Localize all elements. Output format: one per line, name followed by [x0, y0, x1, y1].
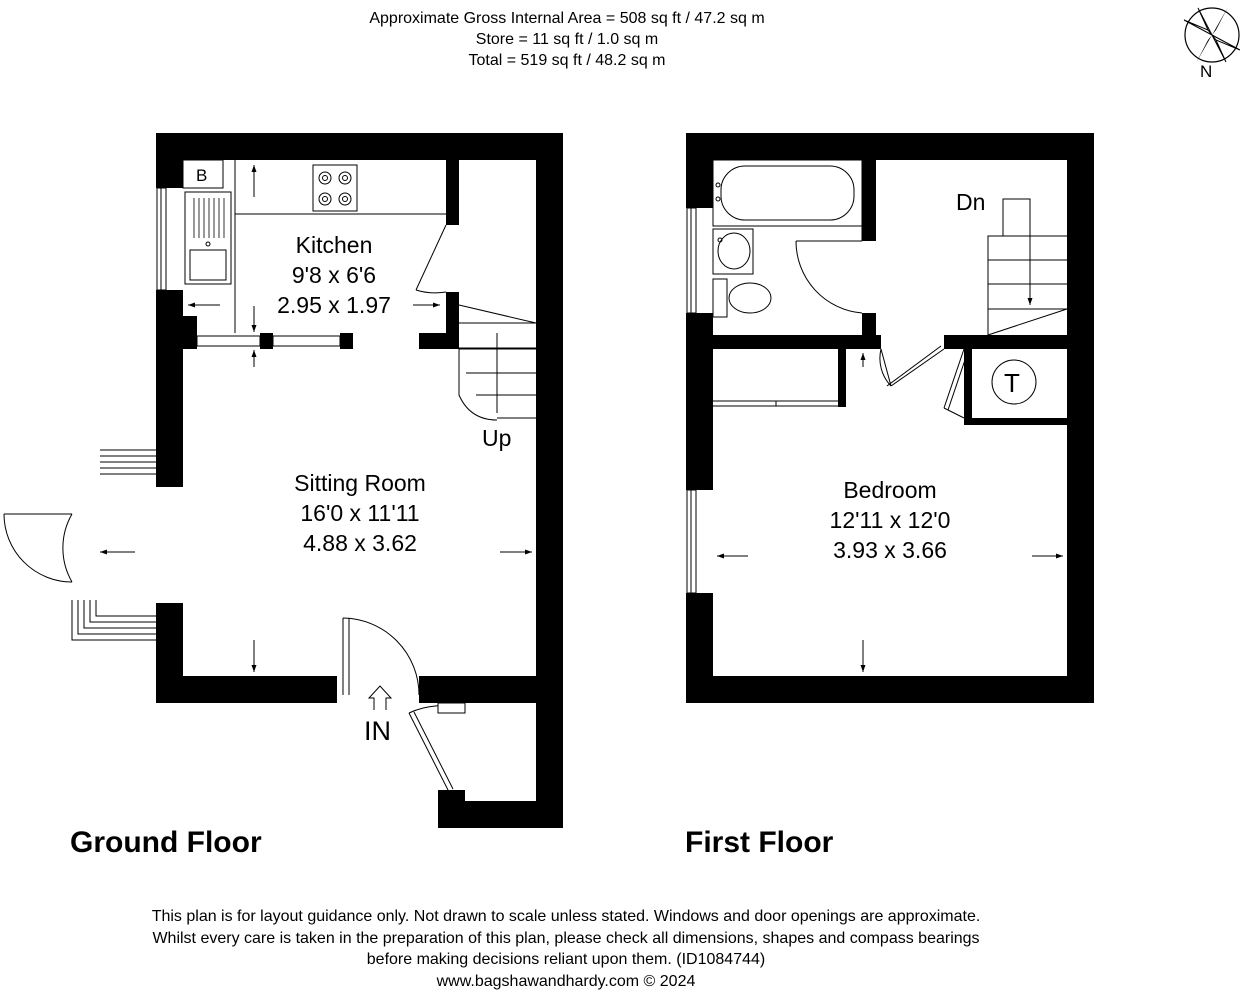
disclaimer-line-3: before making decisions reliant upon them. (ID1084744): [366, 951, 766, 968]
bedroom-imperial-size: 12'11 x 12'0: [829, 507, 951, 533]
ground-floor-title: Ground Floor: [70, 826, 262, 859]
bedroom-metric-size: 3.93 x 3.66: [833, 537, 947, 563]
kitchen-name: Kitchen: [295, 232, 373, 258]
stairs-down-label: Dn: [956, 189, 986, 215]
gross-area-text: Approximate Gross Internal Area = 508 sq ft / 47.2 sq m: [369, 10, 765, 27]
disclaimer-footer: [100, 906, 1032, 992]
first-floor-walls: [686, 133, 1094, 703]
kitchen-imperial-size: 9'8 x 6'6: [291, 262, 377, 288]
compass-rose-icon: [1184, 7, 1240, 63]
disclaimer-line-2: Whilst every care is taken in the preparation of this plan, please check all dimensions, shapes and compass bearings: [152, 929, 980, 947]
sitting-room-metric-size: 4.88 x 3.62: [303, 530, 417, 556]
bedroom-name: Bedroom: [843, 477, 937, 503]
disclaimer-line-1: This plan is for layout guidance only. Not drawn to scale unless stated. Windows and door openings are approximate.: [151, 908, 981, 925]
sitting-room-imperial-size: 16'0 x 11'11: [300, 500, 420, 526]
compass-north-label: N: [1200, 62, 1213, 81]
kitchen-metric-size: 2.95 x 1.97: [277, 292, 391, 318]
website-copyright: www.bagshawandhardy.com © 2024: [436, 972, 696, 990]
first-floor-title: First Floor: [685, 826, 834, 859]
boiler-label: B: [196, 166, 208, 185]
tank-label: T: [1004, 368, 1020, 398]
sitting-room-name: Sitting Room: [294, 470, 426, 496]
entrance-label: IN: [364, 716, 391, 746]
stairs-up-label: Up: [482, 425, 512, 451]
store-area-text: Store = 11 sq ft / 1.0 sq m: [475, 31, 659, 48]
total-area-text: Total = 519 sq ft / 48.2 sq m: [468, 52, 666, 69]
